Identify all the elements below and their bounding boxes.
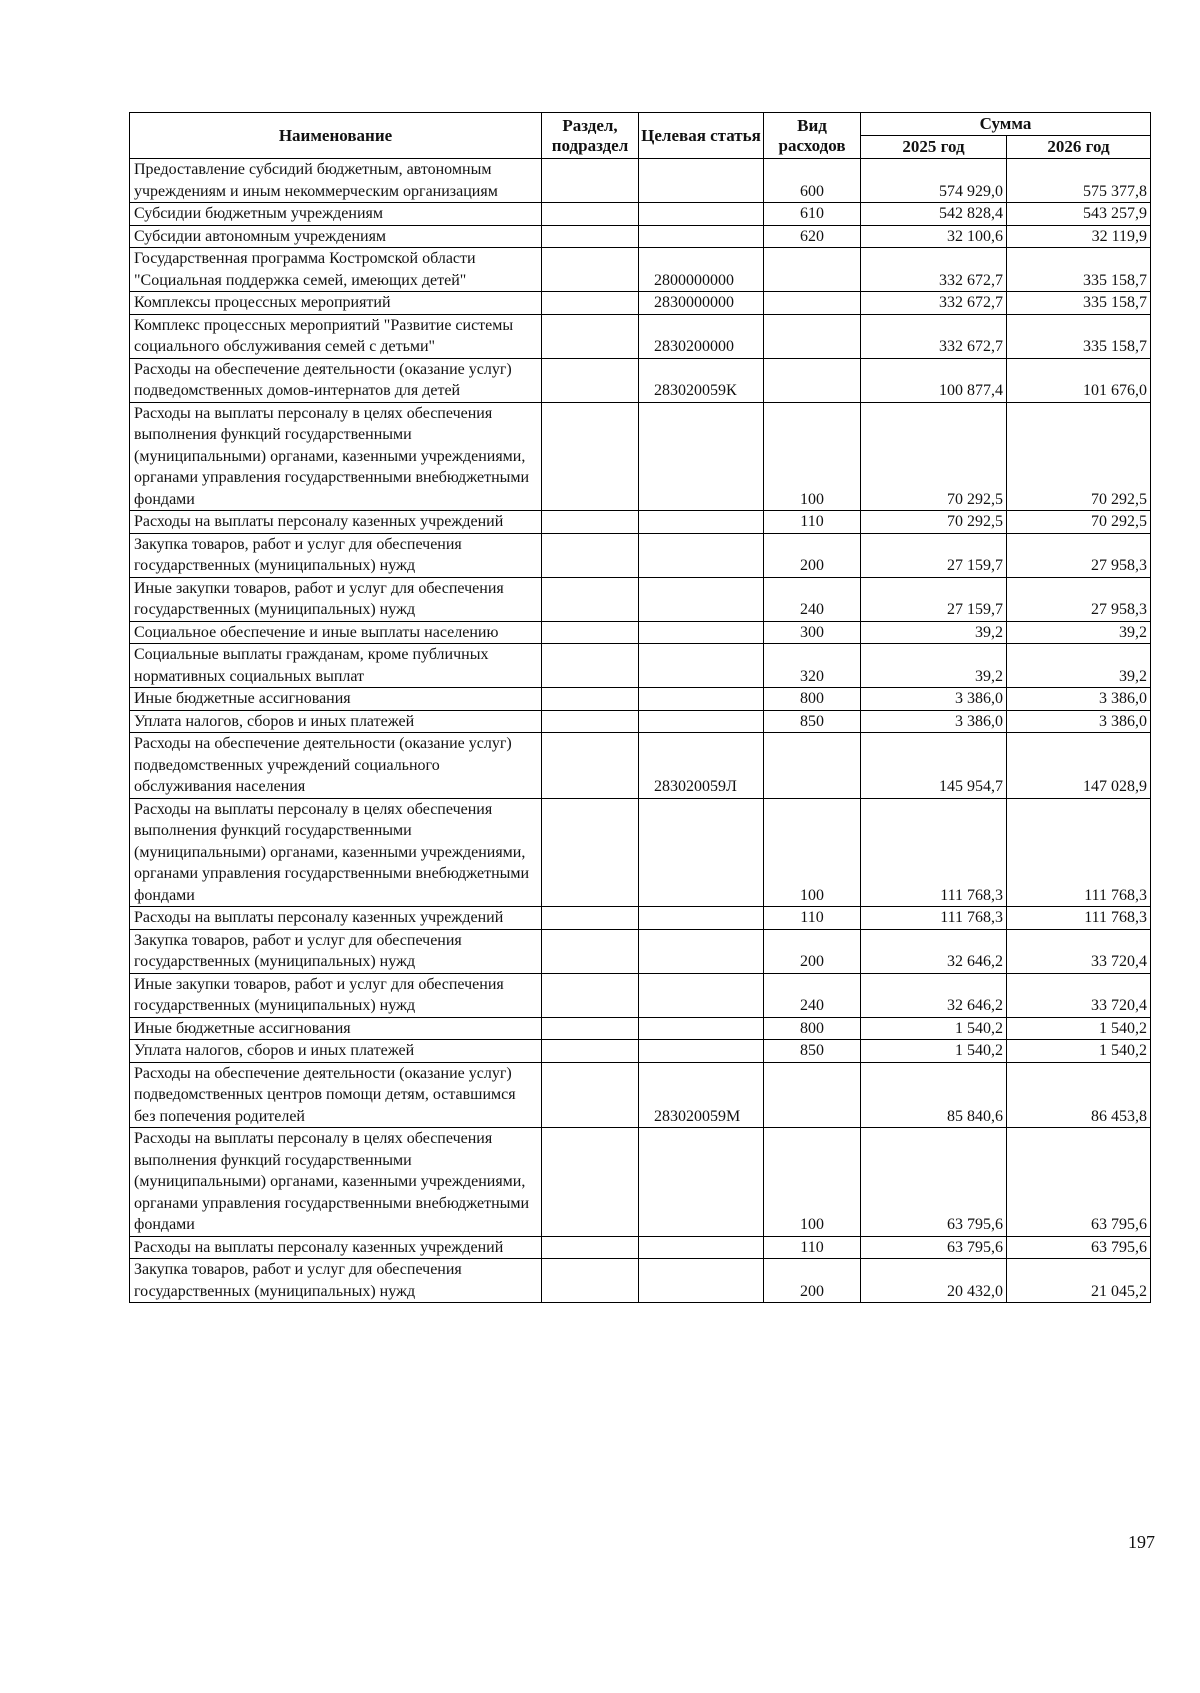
- cell-name: Предоставление субсидий бюджетным, автономным учреждениям и иным некоммерческим организациям: [130, 159, 542, 203]
- cell-name: Субсидии автономным учреждениям: [130, 225, 542, 248]
- cell-kind: 100: [764, 402, 861, 511]
- col-header-name: Наименование: [130, 113, 542, 159]
- cell-section: [542, 358, 639, 402]
- cell-2026: 32 119,9: [1007, 225, 1151, 248]
- cell-2026: 39,2: [1007, 644, 1151, 688]
- cell-2025: 32 646,2: [861, 973, 1007, 1017]
- table-row: [130, 511, 1151, 534]
- col-header-section: Раздел, подраздел: [542, 113, 639, 159]
- cell-name: Закупка товаров, работ и услуг для обеспечения государственных (муниципальных) нужд: [130, 929, 542, 973]
- cell-section: [542, 688, 639, 711]
- cell-target: [639, 621, 764, 644]
- budget-table: [129, 112, 1151, 1303]
- cell-kind: 600: [764, 159, 861, 203]
- cell-kind: 200: [764, 1259, 861, 1303]
- cell-name: Субсидии бюджетным учреждениям: [130, 203, 542, 226]
- cell-section: [542, 159, 639, 203]
- cell-kind: 850: [764, 710, 861, 733]
- cell-kind: 800: [764, 1017, 861, 1040]
- table-row: [130, 798, 1151, 907]
- cell-target: [639, 533, 764, 577]
- cell-2025: 32 646,2: [861, 929, 1007, 973]
- col-header-2026: 2026 год: [1007, 136, 1151, 159]
- cell-kind: 240: [764, 577, 861, 621]
- cell-kind: [764, 358, 861, 402]
- cell-2025: 20 432,0: [861, 1259, 1007, 1303]
- cell-kind: [764, 248, 861, 292]
- table-row: [130, 402, 1151, 511]
- cell-2026: 111 768,3: [1007, 798, 1151, 907]
- cell-section: [542, 929, 639, 973]
- cell-2025: 63 795,6: [861, 1236, 1007, 1259]
- cell-target: [639, 710, 764, 733]
- table-row: [130, 907, 1151, 930]
- cell-name: Иные закупки товаров, работ и услуг для обеспечения государственных (муниципальных) нужд: [130, 577, 542, 621]
- header-row-top: [130, 113, 1151, 136]
- cell-kind: 240: [764, 973, 861, 1017]
- cell-kind: 610: [764, 203, 861, 226]
- table-row: [130, 1128, 1151, 1237]
- cell-2026: 335 158,7: [1007, 248, 1151, 292]
- cell-section: [542, 314, 639, 358]
- cell-2025: 32 100,6: [861, 225, 1007, 248]
- cell-section: [542, 1062, 639, 1128]
- cell-target: 283020059К: [639, 358, 764, 402]
- cell-section: [542, 402, 639, 511]
- cell-name: Расходы на выплаты персоналу в целях обеспечения выполнения функций государственными (муниципальными) органами, казенными учреждениями, органами управления государственными внебюджетными фондами: [130, 1128, 542, 1237]
- table-row: [130, 248, 1151, 292]
- table-row: [130, 621, 1151, 644]
- cell-name: Расходы на выплаты персоналу в целях обеспечения выполнения функций государственными (муниципальными) органами, казенными учреждениями, органами управления государственными внебюджетными фондами: [130, 798, 542, 907]
- cell-2025: 27 159,7: [861, 533, 1007, 577]
- cell-name: Социальные выплаты гражданам, кроме публичных нормативных социальных выплат: [130, 644, 542, 688]
- table-row: [130, 929, 1151, 973]
- cell-name: Расходы на обеспечение деятельности (оказание услуг) подведомственных домов-интернатов для детей: [130, 358, 542, 402]
- cell-2025: 111 768,3: [861, 907, 1007, 930]
- cell-name: Комплекс процессных мероприятий "Развитие системы социального обслуживания семей с детьми": [130, 314, 542, 358]
- cell-kind: 110: [764, 907, 861, 930]
- table-body: [130, 159, 1151, 1303]
- cell-target: [639, 159, 764, 203]
- cell-2026: 21 045,2: [1007, 1259, 1151, 1303]
- cell-2025: 1 540,2: [861, 1040, 1007, 1063]
- cell-section: [542, 1259, 639, 1303]
- cell-name: Иные закупки товаров, работ и услуг для обеспечения государственных (муниципальных) нужд: [130, 973, 542, 1017]
- cell-kind: 300: [764, 621, 861, 644]
- cell-2026: 1 540,2: [1007, 1017, 1151, 1040]
- cell-target: 2830200000: [639, 314, 764, 358]
- cell-kind: 100: [764, 1128, 861, 1237]
- cell-kind: 620: [764, 225, 861, 248]
- cell-name: Расходы на обеспечение деятельности (оказание услуг) подведомственных учреждений социального обслуживания населения: [130, 733, 542, 799]
- table-row: [130, 577, 1151, 621]
- table-row: [130, 973, 1151, 1017]
- cell-2025: 27 159,7: [861, 577, 1007, 621]
- cell-target: 283020059М: [639, 1062, 764, 1128]
- cell-kind: 100: [764, 798, 861, 907]
- cell-2026: 63 795,6: [1007, 1128, 1151, 1237]
- table-row: [130, 1062, 1151, 1128]
- cell-2025: 332 672,7: [861, 292, 1007, 315]
- cell-2025: 332 672,7: [861, 314, 1007, 358]
- cell-name: Иные бюджетные ассигнования: [130, 688, 542, 711]
- table-row: [130, 1259, 1151, 1303]
- cell-target: [639, 1040, 764, 1063]
- cell-section: [542, 248, 639, 292]
- table-row: [130, 314, 1151, 358]
- table-row: [130, 1017, 1151, 1040]
- cell-name: Социальное обеспечение и иные выплаты населению: [130, 621, 542, 644]
- cell-2026: 33 720,4: [1007, 973, 1151, 1017]
- cell-kind: 110: [764, 1236, 861, 1259]
- col-header-2025: 2025 год: [861, 136, 1007, 159]
- cell-name: Закупка товаров, работ и услуг для обеспечения государственных (муниципальных) нужд: [130, 1259, 542, 1303]
- cell-target: [639, 1259, 764, 1303]
- cell-target: [639, 402, 764, 511]
- cell-name: Уплата налогов, сборов и иных платежей: [130, 710, 542, 733]
- cell-2026: 3 386,0: [1007, 710, 1151, 733]
- cell-kind: 200: [764, 533, 861, 577]
- cell-section: [542, 533, 639, 577]
- cell-section: [542, 1040, 639, 1063]
- cell-target: [639, 1236, 764, 1259]
- cell-section: [542, 644, 639, 688]
- table-row: [130, 1236, 1151, 1259]
- cell-2025: 145 954,7: [861, 733, 1007, 799]
- cell-kind: 800: [764, 688, 861, 711]
- cell-2026: 27 958,3: [1007, 577, 1151, 621]
- cell-target: [639, 511, 764, 534]
- table-row: [130, 292, 1151, 315]
- cell-2025: 542 828,4: [861, 203, 1007, 226]
- cell-2026: 335 158,7: [1007, 292, 1151, 315]
- cell-target: [639, 798, 764, 907]
- col-header-target: Целевая статья: [639, 113, 764, 159]
- cell-kind: 850: [764, 1040, 861, 1063]
- cell-2026: 33 720,4: [1007, 929, 1151, 973]
- cell-section: [542, 907, 639, 930]
- cell-target: [639, 1017, 764, 1040]
- cell-2025: 39,2: [861, 621, 1007, 644]
- cell-target: [639, 1128, 764, 1237]
- cell-kind: [764, 1062, 861, 1128]
- cell-target: [639, 907, 764, 930]
- cell-2026: 101 676,0: [1007, 358, 1151, 402]
- cell-2025: 39,2: [861, 644, 1007, 688]
- cell-section: [542, 292, 639, 315]
- cell-2026: 3 386,0: [1007, 688, 1151, 711]
- cell-section: [542, 577, 639, 621]
- cell-target: 2830000000: [639, 292, 764, 315]
- cell-2025: 100 877,4: [861, 358, 1007, 402]
- cell-2026: 1 540,2: [1007, 1040, 1151, 1063]
- cell-name: Расходы на выплаты персоналу казенных учреждений: [130, 511, 542, 534]
- cell-kind: [764, 314, 861, 358]
- table-row: [130, 688, 1151, 711]
- cell-2026: 70 292,5: [1007, 402, 1151, 511]
- cell-2025: 70 292,5: [861, 402, 1007, 511]
- cell-section: [542, 710, 639, 733]
- table-row: [130, 203, 1151, 226]
- cell-section: [542, 621, 639, 644]
- table-row: [130, 225, 1151, 248]
- cell-2025: 574 929,0: [861, 159, 1007, 203]
- cell-2026: 147 028,9: [1007, 733, 1151, 799]
- cell-section: [542, 1017, 639, 1040]
- cell-2025: 3 386,0: [861, 688, 1007, 711]
- cell-2025: 70 292,5: [861, 511, 1007, 534]
- cell-section: [542, 973, 639, 1017]
- table-row: [130, 644, 1151, 688]
- cell-2026: 575 377,8: [1007, 159, 1151, 203]
- table-row: [130, 358, 1151, 402]
- table-row: [130, 733, 1151, 799]
- cell-2026: 111 768,3: [1007, 907, 1151, 930]
- cell-target: [639, 577, 764, 621]
- cell-section: [542, 1128, 639, 1237]
- col-header-kind: Вид расходов: [764, 113, 861, 159]
- cell-section: [542, 798, 639, 907]
- cell-name: Расходы на обеспечение деятельности (оказание услуг) подведомственных центров помощи детям, оставшимся без попечения родителей: [130, 1062, 542, 1128]
- cell-name: Уплата налогов, сборов и иных платежей: [130, 1040, 542, 1063]
- cell-target: [639, 973, 764, 1017]
- cell-2026: 335 158,7: [1007, 314, 1151, 358]
- cell-2026: 543 257,9: [1007, 203, 1151, 226]
- cell-2025: 63 795,6: [861, 1128, 1007, 1237]
- cell-2026: 27 958,3: [1007, 533, 1151, 577]
- cell-target: [639, 225, 764, 248]
- cell-2026: 86 453,8: [1007, 1062, 1151, 1128]
- page-number: 197: [1128, 1532, 1155, 1552]
- cell-target: 2800000000: [639, 248, 764, 292]
- col-header-sum: Сумма: [861, 113, 1151, 136]
- cell-kind: [764, 733, 861, 799]
- cell-target: 283020059Л: [639, 733, 764, 799]
- cell-2025: 3 386,0: [861, 710, 1007, 733]
- table-row: [130, 1040, 1151, 1063]
- cell-section: [542, 511, 639, 534]
- cell-2025: 332 672,7: [861, 248, 1007, 292]
- cell-section: [542, 1236, 639, 1259]
- cell-section: [542, 225, 639, 248]
- cell-2025: 1 540,2: [861, 1017, 1007, 1040]
- cell-2025: 111 768,3: [861, 798, 1007, 907]
- cell-target: [639, 644, 764, 688]
- table-row: [130, 710, 1151, 733]
- cell-kind: 320: [764, 644, 861, 688]
- cell-target: [639, 203, 764, 226]
- table-row: [130, 533, 1151, 577]
- table-row: [130, 159, 1151, 203]
- cell-kind: 200: [764, 929, 861, 973]
- cell-name: Иные бюджетные ассигнования: [130, 1017, 542, 1040]
- cell-name: Комплексы процессных мероприятий: [130, 292, 542, 315]
- cell-name: Государственная программа Костромской области "Социальная поддержка семей, имеющих детей": [130, 248, 542, 292]
- cell-name: Расходы на выплаты персоналу казенных учреждений: [130, 1236, 542, 1259]
- cell-section: [542, 203, 639, 226]
- cell-2026: 39,2: [1007, 621, 1151, 644]
- cell-target: [639, 929, 764, 973]
- cell-name: Закупка товаров, работ и услуг для обеспечения государственных (муниципальных) нужд: [130, 533, 542, 577]
- cell-kind: 110: [764, 511, 861, 534]
- cell-2026: 70 292,5: [1007, 511, 1151, 534]
- cell-2025: 85 840,6: [861, 1062, 1007, 1128]
- cell-kind: [764, 292, 861, 315]
- cell-2026: 63 795,6: [1007, 1236, 1151, 1259]
- cell-name: Расходы на выплаты персоналу в целях обеспечения выполнения функций государственными (муниципальными) органами, казенными учреждениями, органами управления государственными внебюджетными фондами: [130, 402, 542, 511]
- cell-target: [639, 688, 764, 711]
- cell-name: Расходы на выплаты персоналу казенных учреждений: [130, 907, 542, 930]
- cell-section: [542, 733, 639, 799]
